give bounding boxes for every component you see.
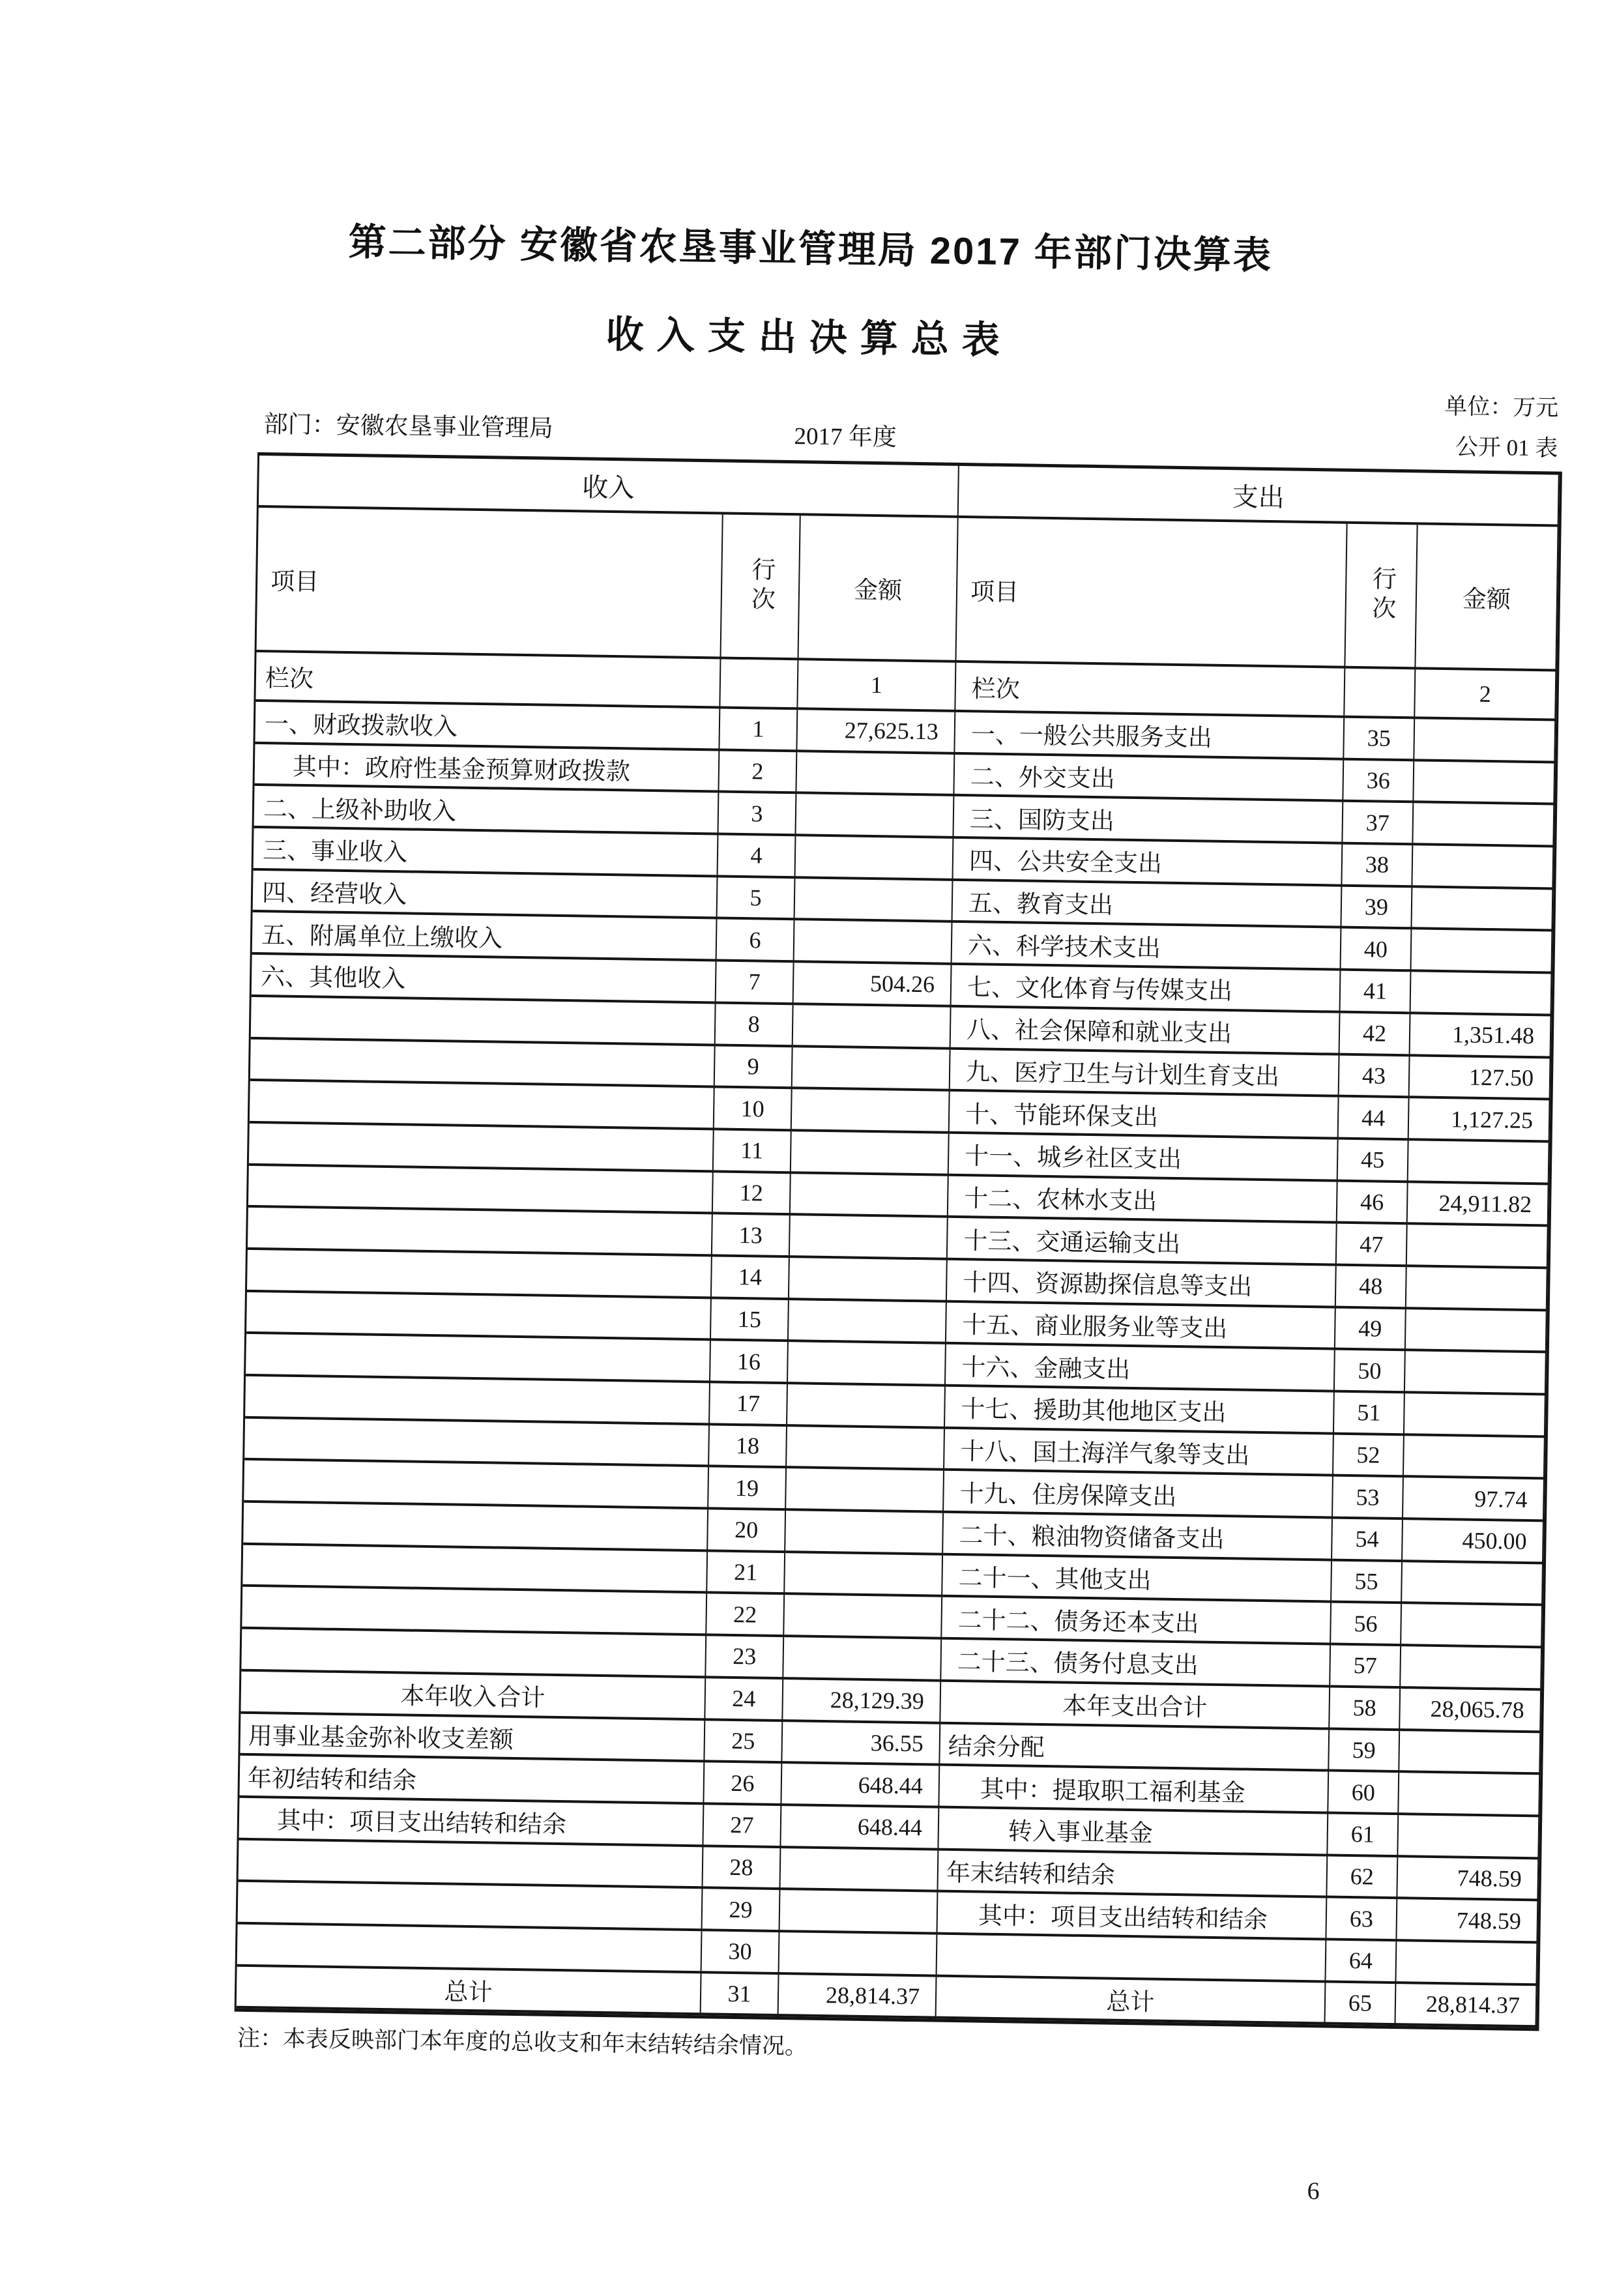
- income-line-number-cell: 29: [703, 1889, 781, 1932]
- income-item-cell: [246, 1292, 712, 1341]
- expense-amount-cell: 28,065.78: [1400, 1689, 1541, 1733]
- income-column-index-number: 1: [798, 660, 956, 712]
- income-item-cell: 年初结转和结余: [239, 1756, 705, 1805]
- expense-amount-cell: [1413, 804, 1554, 848]
- table-footnote: 注：本表反映部门本年度的总收支和年末结转结余情况。: [237, 2025, 808, 2059]
- expense-item-cell: 转入事业基金: [938, 1809, 1328, 1857]
- income-amount-cell: 504.26: [794, 963, 952, 1007]
- expense-amount-cell: [1406, 1309, 1547, 1354]
- income-item-cell: [237, 1925, 703, 1973]
- expense-amount-cell: [1411, 930, 1552, 974]
- expense-item-cell: 一、一般公共服务支出: [955, 712, 1345, 761]
- expense-line-number-cell: 53: [1333, 1477, 1404, 1520]
- income-item-cell: [241, 1629, 706, 1678]
- expense-amount-cell: 1,127.25: [1409, 1098, 1550, 1142]
- income-section-header: 收入: [259, 456, 959, 518]
- income-line-number-cell: 31: [701, 1973, 779, 2016]
- expense-section-header: 支出: [959, 466, 1560, 527]
- income-column-index-label: 栏次: [255, 652, 721, 709]
- income-item-cell: [245, 1376, 710, 1425]
- expense-item-cell: 其中：提取职工福利基金: [939, 1766, 1329, 1814]
- expense-line-number-cell: 39: [1341, 886, 1412, 929]
- expense-line-number-cell: 58: [1330, 1687, 1401, 1730]
- expense-line-number-cell: 43: [1339, 1055, 1410, 1098]
- expense-amount-cell: [1414, 761, 1555, 806]
- income-column-index-spacer: [720, 660, 798, 710]
- expense-amount-cell: [1412, 845, 1554, 890]
- income-item-cell: [246, 1334, 711, 1383]
- income-amount-cell: [787, 1427, 945, 1471]
- income-line-number-cell: 14: [712, 1257, 790, 1300]
- department-label: 部门：安徽农垦事业管理局: [263, 411, 553, 443]
- income-line-number-cell: 13: [712, 1215, 791, 1258]
- income-amount-cell: 648.44: [781, 1806, 939, 1850]
- expense-amount-cell: [1402, 1562, 1543, 1606]
- expense-amount-cell: 748.59: [1397, 1857, 1539, 1902]
- expense-item-cell: 三、国防支出: [953, 796, 1343, 845]
- income-line-number-cell: 19: [708, 1468, 787, 1511]
- table-grid: [235, 452, 1562, 2031]
- fiscal-year-label: 2017 年度: [794, 423, 897, 452]
- expense-amount-cell: [1401, 1605, 1543, 1649]
- income-amount-cell: [793, 1005, 952, 1049]
- income-amount-cell: [787, 1384, 946, 1429]
- expense-line-number-cell: 35: [1344, 718, 1415, 761]
- expense-col-item-header: 项目: [956, 518, 1347, 669]
- income-amount-cell: [790, 1215, 948, 1260]
- income-item-cell: [239, 1840, 704, 1889]
- income-amount-cell: [785, 1553, 943, 1597]
- income-item-cell: [242, 1545, 708, 1594]
- expense-item-cell: 十六、金融支出: [946, 1344, 1335, 1393]
- income-line-number-cell: 10: [714, 1088, 793, 1131]
- expense-amount-cell: 28,814.37: [1395, 1984, 1537, 2028]
- income-amount-cell: [796, 794, 954, 839]
- expense-item-cell: 九、医疗卫生与计划生育支出: [950, 1049, 1340, 1097]
- expense-item-cell: 四、公共安全支出: [953, 839, 1343, 887]
- income-col-amount-header: 金额: [798, 516, 958, 663]
- income-item-cell: 五、附属单位上缴收入: [252, 912, 718, 961]
- income-line-number-cell: 5: [718, 877, 796, 920]
- expense-amount-cell: 97.74: [1403, 1478, 1545, 1522]
- income-amount-cell: 28,129.39: [783, 1679, 941, 1724]
- income-item-cell: 本年收入合计: [240, 1672, 706, 1721]
- income-amount-cell: [779, 1932, 938, 1977]
- income-line-number-cell: 11: [714, 1130, 792, 1173]
- income-item-cell: 一、财政拨款收入: [255, 702, 720, 751]
- income-amount-cell: [793, 1047, 951, 1092]
- expense-item-cell: 十一、城乡社区支出: [949, 1134, 1339, 1182]
- expense-item-cell: 十七、援助其他地区支出: [945, 1387, 1335, 1435]
- income-amount-cell: [779, 1890, 938, 1934]
- income-line-number-cell: 7: [716, 962, 794, 1005]
- expense-amount-cell: [1405, 1352, 1547, 1396]
- income-amount-cell: [788, 1342, 946, 1386]
- expense-item-cell: 二十一、其他支出: [942, 1555, 1332, 1603]
- expense-item-cell: 本年支出合计: [940, 1682, 1330, 1730]
- expense-line-number-cell: 63: [1326, 1898, 1397, 1941]
- income-item-cell: 用事业基金弥补收支差额: [240, 1713, 705, 1762]
- expense-item-cell: 五、教育支出: [952, 881, 1342, 929]
- unit-label: 单位：万元: [1444, 393, 1559, 421]
- income-item-cell: [238, 1882, 703, 1931]
- expense-item-cell: 二十、粮油物资储备支出: [943, 1513, 1333, 1562]
- income-item-cell: 其中：项目支出结转和结余: [239, 1798, 704, 1847]
- income-line-number-cell: 30: [702, 1931, 780, 1974]
- expense-item-cell: 结余分配: [940, 1724, 1330, 1772]
- income-line-number-cell: 26: [704, 1763, 782, 1806]
- expense-amount-cell: 1,351.48: [1410, 1014, 1552, 1058]
- income-line-number-cell: 23: [706, 1636, 784, 1679]
- expense-amount-cell: [1398, 1815, 1539, 1859]
- expense-item-cell: 其中：项目支出结转和结余: [937, 1893, 1327, 1941]
- expense-column-index-label: 栏次: [955, 663, 1345, 718]
- income-item-cell: [248, 1165, 714, 1214]
- expense-amount-cell: [1399, 1773, 1540, 1817]
- income-line-number-cell: 4: [718, 836, 796, 879]
- expense-amount-cell: [1399, 1731, 1541, 1775]
- expense-line-number-cell: 40: [1341, 929, 1412, 972]
- expense-item-cell: 二十三、债务付息支出: [941, 1640, 1331, 1688]
- income-amount-cell: [780, 1848, 938, 1893]
- income-line-number-cell: 18: [709, 1425, 787, 1468]
- income-line-number-cell: 15: [711, 1299, 789, 1342]
- income-item-cell: 二、上级补助收入: [254, 786, 720, 835]
- expense-line-number-cell: 57: [1330, 1646, 1401, 1689]
- expense-line-number-cell: 45: [1338, 1140, 1409, 1183]
- expense-item-cell: 十、节能环保支出: [950, 1092, 1339, 1140]
- income-line-number-cell: 6: [717, 920, 795, 963]
- income-item-cell: [247, 1250, 712, 1299]
- expense-line-number-cell: 50: [1335, 1350, 1406, 1393]
- expense-amount-cell: 127.50: [1410, 1056, 1551, 1101]
- income-line-number-cell: 8: [716, 1004, 794, 1047]
- expense-line-number-cell: 37: [1343, 802, 1414, 845]
- expense-item-cell: [937, 1935, 1327, 1983]
- expense-line-number-cell: 64: [1326, 1940, 1397, 1983]
- income-item-cell: [248, 1208, 713, 1257]
- expense-item-cell: 六、科学技术支出: [952, 923, 1342, 971]
- expense-amount-cell: [1404, 1393, 1546, 1438]
- expense-item-cell: 年末结转和结余: [938, 1850, 1328, 1898]
- expense-line-number-cell: 51: [1334, 1393, 1405, 1436]
- income-item-cell: [250, 1081, 715, 1130]
- expense-line-number-cell: 55: [1331, 1561, 1403, 1604]
- table-title: 收入支出决算总表: [605, 313, 1013, 362]
- income-item-cell: [243, 1503, 708, 1552]
- income-amount-cell: 27,625.13: [797, 710, 955, 754]
- income-line-number-cell: 12: [713, 1172, 791, 1215]
- expense-line-number-cell: 47: [1337, 1224, 1408, 1267]
- expense-item-cell: 二、外交支出: [954, 755, 1344, 803]
- income-item-cell: [250, 1039, 716, 1088]
- expense-line-number-cell: 61: [1328, 1814, 1399, 1857]
- expense-line-number-cell: 42: [1340, 1013, 1411, 1056]
- income-amount-cell: [791, 1174, 949, 1218]
- expense-line-number-cell: 38: [1342, 845, 1413, 888]
- income-line-number-cell: 22: [706, 1594, 785, 1637]
- expense-line-number-cell: 44: [1339, 1097, 1410, 1141]
- expense-item-cell: 二十二、债务还本支出: [942, 1597, 1331, 1646]
- expense-item-cell: 八、社会保障和就业支出: [951, 1008, 1341, 1056]
- expense-item-cell: 十三、交通运输支出: [948, 1218, 1337, 1266]
- income-line-number-cell: 17: [710, 1383, 788, 1426]
- income-item-cell: [242, 1587, 707, 1636]
- income-item-cell: [244, 1418, 710, 1467]
- income-col-line-header: 行次: [721, 515, 800, 661]
- income-amount-cell: [785, 1511, 944, 1555]
- expense-column-index-number: 2: [1415, 669, 1556, 721]
- expense-line-number-cell: 52: [1333, 1434, 1404, 1477]
- income-amount-cell: [795, 836, 953, 880]
- income-item-cell: 六、其他收入: [252, 955, 717, 1004]
- income-line-number-cell: 9: [715, 1046, 793, 1089]
- document-title: 第二部分 安徽省农垦事业管理局 2017 年部门决算表: [348, 220, 1273, 277]
- expense-line-number-cell: 59: [1329, 1730, 1400, 1773]
- income-amount-cell: 28,814.37: [779, 1975, 937, 2019]
- expense-line-number-cell: 60: [1328, 1772, 1399, 1815]
- income-line-number-cell: 21: [707, 1552, 785, 1595]
- expense-line-number-cell: 36: [1343, 760, 1414, 803]
- expense-item-cell: 总计: [937, 1977, 1326, 2025]
- income-line-number-cell: 24: [705, 1678, 783, 1721]
- expense-amount-cell: [1407, 1225, 1549, 1269]
- expense-amount-cell: [1408, 1141, 1550, 1185]
- income-amount-cell: [795, 879, 953, 923]
- expense-amount-cell: [1412, 888, 1553, 932]
- income-item-cell: 四、经营收入: [253, 871, 718, 920]
- income-amount-cell: [794, 921, 953, 965]
- expense-line-number-cell: 65: [1325, 1983, 1396, 2026]
- income-amount-cell: 648.44: [781, 1764, 940, 1808]
- income-line-number-cell: 2: [719, 751, 797, 794]
- income-item-cell: 其中：政府性基金预算财政拨款: [254, 744, 720, 793]
- expense-line-number-cell: 41: [1341, 971, 1412, 1014]
- income-amount-cell: [783, 1637, 942, 1681]
- income-line-number-cell: 3: [718, 793, 796, 836]
- expense-item-cell: 十九、住房保障支出: [944, 1471, 1333, 1519]
- income-item-cell: 三、事业收入: [254, 828, 719, 877]
- income-line-number-cell: 28: [703, 1847, 781, 1890]
- expense-line-number-cell: 62: [1327, 1856, 1398, 1899]
- income-amount-cell: [789, 1300, 947, 1344]
- expense-line-number-cell: 46: [1337, 1182, 1408, 1225]
- unit-block: [1444, 386, 1559, 469]
- expense-item-cell: 十二、农林水支出: [948, 1176, 1338, 1224]
- expense-amount-cell: 450.00: [1403, 1520, 1544, 1564]
- income-line-number-cell: 27: [703, 1805, 781, 1848]
- income-item-cell: [251, 997, 716, 1046]
- expense-amount-cell: [1406, 1267, 1548, 1311]
- expense-amount-cell: [1414, 719, 1556, 763]
- expense-line-number-cell: 49: [1335, 1308, 1406, 1351]
- expense-column-index-spacer: [1345, 669, 1416, 719]
- income-line-number-cell: 1: [720, 709, 798, 752]
- expense-line-number-cell: 48: [1336, 1266, 1407, 1309]
- income-amount-cell: [792, 1089, 950, 1133]
- income-amount-cell: [791, 1131, 950, 1176]
- income-line-number-cell: 16: [710, 1341, 789, 1384]
- expense-line-number-cell: 56: [1331, 1603, 1402, 1646]
- expense-item-cell: 七、文化体育与传媒支出: [952, 965, 1341, 1013]
- expense-amount-cell: 24,911.82: [1408, 1183, 1549, 1227]
- page-number: 6: [1307, 2177, 1320, 2205]
- income-col-item-header: 项目: [257, 508, 723, 660]
- income-amount-cell: 36.55: [782, 1722, 940, 1766]
- expense-item-cell: 十四、资源勘探信息等支出: [947, 1260, 1337, 1309]
- expense-amount-cell: [1410, 972, 1552, 1016]
- income-item-cell: [244, 1460, 709, 1509]
- expense-amount-cell: [1401, 1646, 1542, 1691]
- expense-item-cell: 十五、商业服务业等支出: [946, 1302, 1336, 1350]
- income-amount-cell: [789, 1258, 948, 1302]
- expense-amount-cell: [1404, 1436, 1545, 1480]
- income-amount-cell: [784, 1595, 942, 1640]
- expense-amount-cell: 748.59: [1397, 1899, 1538, 1943]
- income-item-cell: 总计: [237, 1966, 702, 2015]
- expense-amount-cell: [1396, 1941, 1537, 1986]
- income-line-number-cell: 25: [705, 1721, 783, 1764]
- expense-line-number-cell: 54: [1332, 1519, 1403, 1562]
- income-amount-cell: [786, 1469, 944, 1513]
- income-amount-cell: [796, 752, 955, 796]
- income-item-cell: [249, 1124, 714, 1172]
- expense-col-line-header: 行次: [1345, 524, 1418, 670]
- income-line-number-cell: 20: [708, 1509, 786, 1552]
- sheet-number-label: 公开 01 表: [1455, 434, 1558, 461]
- expense-item-cell: 十八、国土海洋气象等支出: [944, 1429, 1334, 1477]
- expense-col-amount-header: 金额: [1416, 525, 1558, 671]
